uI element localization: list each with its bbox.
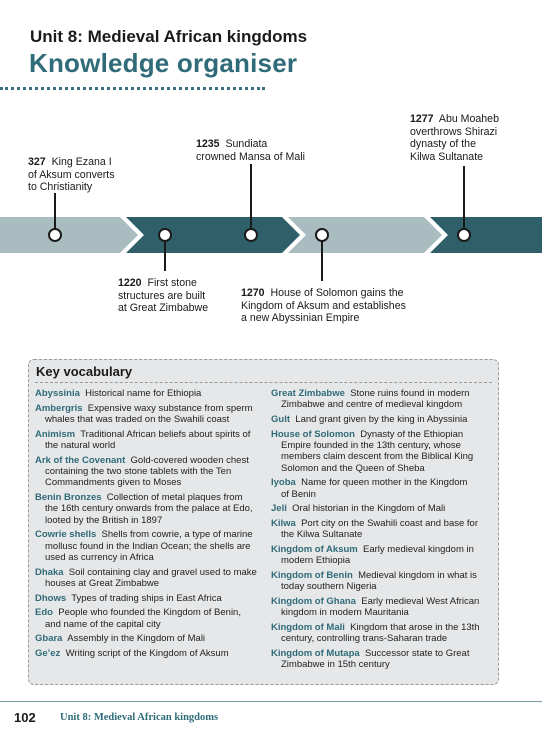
footer-unit-title: Unit 8: Medieval African kingdoms — [60, 712, 219, 723]
vocab-term: Kingdom of Mali — [271, 622, 345, 633]
vocab-term: Edo — [35, 607, 53, 619]
event-text: crowned Mansa of Mali — [196, 150, 305, 163]
vocab-definition: of Benin — [281, 488, 316, 500]
vocab-definition: members claim descent from the Biblical King — [281, 451, 474, 463]
vocab-definition: Land grant given by the king in Abyssinia — [295, 414, 468, 425]
event-year: 1277 — [410, 113, 434, 125]
vocab-definition: Assembly in the Kingdom of Mali — [67, 633, 206, 645]
vocab-definition: Solomon and the Queen of Sheba — [281, 462, 425, 474]
unit-heading: Unit 8: Medieval African kingdoms — [30, 27, 308, 46]
event-1235 — [196, 138, 305, 163]
vocab-definition: Commandments given to Moses — [45, 477, 182, 489]
vocab-definition: Oral historian in the Kingdom of Mali — [292, 503, 446, 515]
vocab-entry — [271, 544, 497, 567]
vocab-term: Gbara — [35, 633, 63, 645]
vocab-definition: century, controlling trans-Saharan trade — [281, 633, 448, 645]
event-year: 327 — [28, 156, 46, 168]
vocab-term: Kilwa — [271, 518, 296, 529]
timeline-segment-2 — [126, 217, 300, 253]
vocab-definition: used as currency in Africa — [45, 552, 154, 564]
vocab-divider — [35, 382, 492, 383]
vocab-entry — [35, 593, 267, 604]
event-text: Kilwa Sultanate — [410, 150, 484, 163]
vocab-definition: containing the two stone tablets with the Ten — [45, 466, 232, 477]
event-text: of Aksum converts — [28, 168, 115, 181]
key-vocabulary-box — [28, 359, 499, 685]
page-title: Knowledge organiser — [29, 48, 298, 78]
vocab-term: Kingdom of Aksum — [271, 544, 358, 555]
stem-1277 — [463, 166, 465, 229]
vocab-term: Animism — [35, 428, 76, 440]
vocab-entry — [35, 567, 267, 590]
vocab-definition: Port city on the Swahili coast and base for — [301, 518, 478, 529]
vocab-entry — [35, 633, 267, 644]
dotted-divider — [0, 87, 265, 90]
timeline-segment-3 — [288, 217, 442, 253]
timeline-band — [0, 212, 542, 258]
vocab-entry — [35, 455, 267, 489]
event-text: structures are built — [118, 289, 206, 302]
vocab-definition: Traditional African beliefs about spirits of — [80, 428, 251, 440]
vocab-definition: Soil containing clay and gravel used to make — [68, 566, 257, 578]
event-text: Kingdom of Aksum and establishes — [241, 299, 406, 312]
vocab-entry — [271, 596, 497, 619]
vocab-definition: modern Ethiopia — [281, 555, 351, 567]
vocab-definition: the natural world — [45, 440, 116, 451]
timeline-segment-4 — [430, 217, 542, 253]
vocab-definition: Historical name for Ethiopia — [85, 388, 202, 399]
vocab-term: Iyoba — [271, 477, 296, 489]
event-1270 — [241, 287, 406, 325]
vocab-entry — [35, 648, 267, 659]
vocab-definition: Name for queen mother in the Kingdom — [301, 477, 468, 489]
vocab-entry — [35, 429, 267, 452]
vocab-entry — [271, 388, 497, 411]
vocab-definition: looted by the British in 1897 — [45, 514, 163, 526]
event-327 — [28, 156, 115, 194]
stem-1235 — [250, 164, 252, 229]
event-1220 — [118, 277, 208, 315]
vocab-term: Gult — [271, 414, 290, 425]
vocab-definition: whales that was traded on the Swahili coast — [45, 414, 230, 425]
vocab-definition: Expensive waxy substance from sperm — [87, 402, 253, 414]
event-text: dynasty of the — [410, 138, 476, 150]
vocab-term: Kingdom of Benin — [271, 570, 353, 581]
vocab-term: House of Solomon — [271, 428, 355, 440]
vocab-definition: Early medieval kingdom in — [363, 544, 474, 555]
event-text: Sundiata — [225, 138, 268, 150]
vocab-entry — [271, 518, 497, 541]
vocab-term: Jeli — [271, 503, 287, 515]
vocab-definition: Dynasty of the Ethiopian — [360, 428, 464, 440]
vocab-entry — [271, 648, 497, 671]
vocab-definition: and name of the capital city — [45, 618, 161, 630]
vocab-definition: houses at Great Zimbabwe — [45, 578, 160, 590]
vocab-title: Key vocabulary — [36, 364, 133, 379]
vocab-definition: Kingdom that arose in the 13th — [350, 622, 480, 633]
event-text: at Great Zimbabwe — [118, 302, 209, 314]
vocab-entry — [35, 529, 267, 563]
vocab-definition: Early medieval West African — [361, 596, 480, 607]
vocab-term: Kingdom of Ghana — [271, 596, 356, 607]
vocab-definition: Stone ruins found in modern — [350, 388, 470, 399]
vocab-entry — [35, 388, 267, 399]
stem-1270 — [321, 241, 323, 281]
event-text: a new Abyssinian Empire — [241, 312, 360, 324]
vocab-definition: Collection of metal plaques from — [106, 492, 243, 503]
vocab-entry — [271, 503, 497, 514]
vocab-term: Abyssinia — [35, 388, 80, 399]
event-text: to Christianity — [28, 181, 93, 193]
vocab-column-right — [271, 388, 497, 674]
event-year: 1220 — [118, 277, 142, 289]
vocab-term: Dhows — [35, 592, 67, 604]
vocab-entry — [35, 607, 267, 630]
vocab-definition: People who founded the Kingdom of Benin, — [58, 607, 241, 619]
event-text: overthrows Shirazi — [410, 125, 498, 138]
event-year: 1235 — [196, 138, 220, 150]
timeline-segment-1 — [0, 217, 138, 253]
vocab-definition: Successor state to Great — [364, 648, 470, 659]
vocab-definition: Zimbabwe and centre of medieval kingdom — [281, 399, 463, 411]
vocab-term: Ambergris — [35, 402, 83, 414]
vocab-entry — [271, 414, 497, 425]
vocab-term: Benin Bronzes — [35, 492, 102, 503]
event-text: King Ezana I — [51, 156, 112, 168]
vocab-entry — [271, 477, 497, 500]
vocab-term: Ark of the Covenant — [35, 454, 126, 466]
vocab-definition: Types of trading ships in East Africa — [71, 592, 222, 604]
vocab-entry — [35, 403, 267, 426]
event-text: First stone — [147, 277, 197, 289]
vocab-definition: Zimbabwe in 15th century — [281, 659, 390, 671]
vocab-term: Great Zimbabwe — [271, 388, 345, 399]
vocab-definition: Shells from cowrie, a type of marine — [101, 529, 253, 541]
timeline-marker-327 — [49, 229, 61, 241]
vocab-term: Cowrie shells — [35, 529, 97, 541]
vocab-definition: Gold-covered wooden chest — [130, 454, 249, 466]
vocab-definition: kingdom in modern Mauritania — [281, 607, 409, 619]
timeline-marker-1235 — [245, 229, 257, 241]
vocab-definition: Writing script of the Kingdom of Aksum — [65, 648, 229, 659]
vocab-definition: mollusc found in the Indian Ocean; the shells are — [45, 540, 251, 552]
vocab-definition: the 16th century onwards from the palace at Edo, — [45, 503, 253, 515]
stem-1220 — [164, 241, 166, 271]
stem-327 — [54, 193, 56, 229]
vocab-term: Ge’ez — [35, 648, 61, 659]
page-number: 102 — [14, 710, 36, 725]
vocab-entry — [271, 622, 497, 645]
vocab-entry — [271, 570, 497, 593]
vocab-term: Dhaka — [35, 566, 64, 578]
event-year: 1270 — [241, 287, 265, 299]
vocab-term: Kingdom of Mutapa — [271, 648, 360, 659]
vocab-definition: today southern Nigeria — [281, 581, 377, 593]
vocab-entry — [35, 492, 267, 526]
footer-rule — [0, 701, 542, 702]
vocab-definition: Medieval kingdom in what is — [358, 570, 477, 581]
timeline-marker-1277 — [458, 229, 470, 241]
vocab-column-left — [35, 388, 267, 663]
event-text: House of Solomon gains the — [270, 287, 404, 299]
event-text: Abu Moaheb — [438, 113, 499, 125]
timeline-marker-1220 — [159, 229, 171, 241]
vocab-definition: the Kilwa Sultanate — [281, 529, 363, 541]
vocab-definition: Empire founded in the 13th century, whose — [281, 440, 461, 451]
timeline-marker-1270 — [316, 229, 328, 241]
vocab-entry — [271, 429, 497, 475]
event-1277 — [410, 113, 499, 163]
